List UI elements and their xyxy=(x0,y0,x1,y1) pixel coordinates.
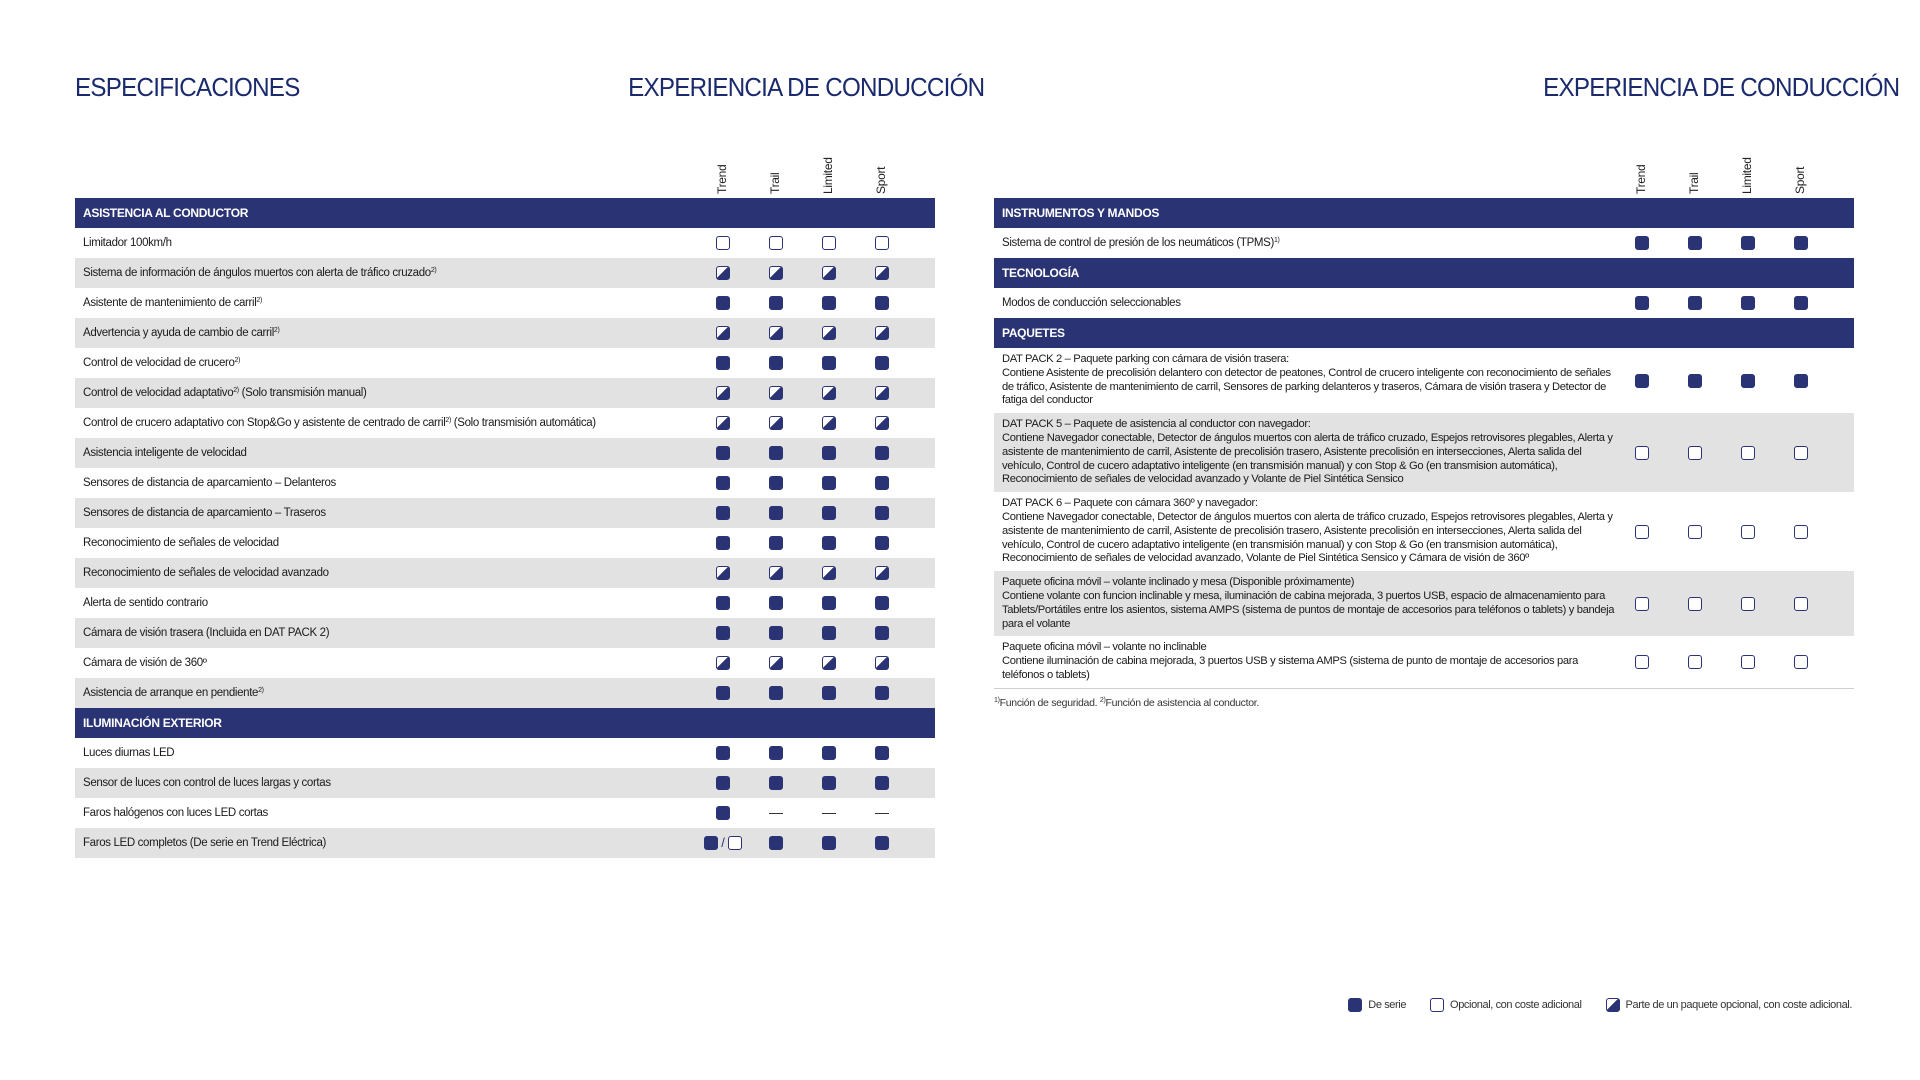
row-label-text: Faros LED completos (De serie en Trend Eléctrica) xyxy=(83,837,326,849)
pack-mark-icon xyxy=(769,656,783,670)
table-row xyxy=(994,492,1854,571)
standard-mark-icon xyxy=(769,746,783,760)
standard-mark-icon xyxy=(769,536,783,550)
legend-pack xyxy=(1606,998,1852,1012)
row-label xyxy=(75,626,705,640)
standard-mark-icon xyxy=(716,776,730,790)
row-label-text: Asistencia inteligente de velocidad xyxy=(83,447,247,459)
pack-mark-icon xyxy=(822,386,836,400)
column-header-sport xyxy=(1781,136,1821,194)
standard-mark-icon xyxy=(822,356,836,370)
standard-mark-icon xyxy=(769,836,783,850)
table-row xyxy=(75,648,935,678)
table-row xyxy=(75,738,935,768)
row-label xyxy=(75,326,705,340)
row-label-text: Sensores de distancia de aparcamiento – Delanteros xyxy=(83,477,336,489)
row-label-text: Reconocimiento de señales de velocidad xyxy=(83,537,279,549)
column-header-label: Sport xyxy=(1793,166,1807,194)
row-marks xyxy=(705,678,935,708)
row-marks xyxy=(1624,228,1854,258)
footnote-text-2: Función de asistencia al conductor. xyxy=(1105,696,1260,709)
standard-mark-icon xyxy=(769,296,783,310)
row-label-text: Cámara de visión trasera (Incluida en DAT PACK 2) xyxy=(83,627,330,639)
row-label xyxy=(75,656,705,670)
standard-mark-icon xyxy=(822,626,836,640)
column-headers xyxy=(75,140,935,198)
row-marks xyxy=(705,438,935,468)
standard-mark-icon xyxy=(769,626,783,640)
standard-mark-icon xyxy=(704,836,718,850)
package-detail: Contiene volante con funcion inclinable y mesa, iluminación de cabina mejorada, 3 puertos USB, espacio de almacenamiento para Tablets/Portátiles entre los asientos, sistema AMPS (sistema de puntos de montaje de accesorios para teléfonos o tablets) y bandeja para el volante xyxy=(1002,589,1615,630)
row-label-text: Advertencia y ayuda de cambio de carril xyxy=(83,327,274,339)
row-label xyxy=(994,236,1624,250)
row-marks xyxy=(705,468,935,498)
table-row xyxy=(994,348,1854,413)
standard-mark-icon xyxy=(716,626,730,640)
standard-mark-icon xyxy=(875,476,889,490)
not-available-dash-icon xyxy=(822,813,836,814)
column-headers xyxy=(994,140,1854,198)
optional-mark-icon xyxy=(1688,525,1702,539)
row-label-text: Sensores de distancia de aparcamiento – Traseros xyxy=(83,507,326,519)
standard-mark-icon xyxy=(1635,236,1649,250)
package-title: DAT PACK 5 – Paquete de asistencia al conductor con navegador: xyxy=(1002,418,1311,431)
row-label xyxy=(75,296,705,310)
slash-separator: / xyxy=(721,835,725,850)
row-marks xyxy=(705,558,935,588)
optional-mark-icon xyxy=(1635,597,1649,611)
row-label xyxy=(75,686,705,700)
row-marks xyxy=(1624,288,1854,318)
table-bottom-rule xyxy=(994,688,1854,689)
row-marks xyxy=(705,588,935,618)
pack-mark-icon xyxy=(822,416,836,430)
standard-mark-icon xyxy=(875,296,889,310)
package-title: DAT PACK 2 – Paquete parking con cámara de visión trasera: xyxy=(1002,353,1289,365)
page-title-experiencia-right: EXPERIENCIA DE CONDUCCIÓN xyxy=(1543,72,1900,102)
row-label-suffix: (Solo transmisión automática) xyxy=(450,417,596,429)
row-label-text: Sistema de control de presión de los neumáticos (TPMS) xyxy=(1002,237,1274,249)
footnote-sup-1: 1) xyxy=(994,696,1000,704)
row-label xyxy=(75,356,705,370)
row-marks xyxy=(705,828,935,858)
optional-mark-icon xyxy=(1741,597,1755,611)
column-header-label: Sport xyxy=(874,166,888,194)
standard-mark-icon xyxy=(1688,236,1702,250)
row-label-text: Modos de conducción seleccionables xyxy=(1002,297,1181,309)
standard-mark-icon xyxy=(1635,296,1649,310)
standard-mark-icon xyxy=(1348,998,1362,1012)
package-detail: Contiene Navegador conectable, Detector de ángulos muertos con alerta de tráfico cruzado, Espejos retrovisores plegables, Alerta y asistente de mantenimiento de carril, Asistente de precolisión trasero, Asistente precolisión en intersecciones, Alerta salida del vehículo, Control de cucero adaptativo inteligente (en transmisión manual) y con Stop & Go (en transmision automática), Reconocimiento de señales de velocidad avanzado, Volante de Piel Sintética Sensico y Cámara de visión de 360º xyxy=(1002,510,1613,565)
row-marks xyxy=(705,228,935,258)
column-header-label: Trend xyxy=(715,164,729,194)
standard-mark-icon xyxy=(769,506,783,520)
footnote-ref: 2) xyxy=(256,297,262,304)
table-row xyxy=(75,498,935,528)
standard-mark-icon xyxy=(1794,296,1808,310)
footnote-ref: 2) xyxy=(258,687,264,694)
standard-mark-icon xyxy=(1688,296,1702,310)
row-label-text: Control de velocidad adaptativo xyxy=(83,387,234,399)
table-row xyxy=(994,228,1854,258)
row-label xyxy=(75,596,705,610)
row-marks xyxy=(705,318,935,348)
pack-mark-icon xyxy=(716,416,730,430)
pack-mark-icon xyxy=(769,326,783,340)
standard-mark-icon xyxy=(1741,296,1755,310)
section-header: INSTRUMENTOS Y MANDOS xyxy=(994,198,1854,228)
legend-standard xyxy=(1348,998,1406,1012)
standard-mark-icon xyxy=(875,836,889,850)
pack-mark-icon xyxy=(822,326,836,340)
page-title-experiencia-left: EXPERIENCIA DE CONDUCCIÓN xyxy=(628,72,985,102)
row-label xyxy=(75,416,705,430)
standard-mark-icon xyxy=(716,596,730,610)
optional-mark-icon xyxy=(1794,597,1808,611)
standard-mark-icon xyxy=(875,536,889,550)
section-header: PAQUETES xyxy=(994,318,1854,348)
row-label-text: Limitador 100km/h xyxy=(83,237,172,249)
column-header-label: Limited xyxy=(821,157,835,194)
package-detail: Contiene Asistente de precolisión delantero con detector de peatones, Control de crucero inteligente con reconocimiento de señales de tráfico, Asistente de mantenimiento de carril, Sensores de parking delanteros y traseros, Cámara de visión trasera y Detector de fatiga del conductor xyxy=(1002,366,1611,407)
row-label xyxy=(75,266,705,280)
package-detail: Contiene Navegador conectable, Detector de ángulos muertos con alerta de tráfico cruzado, Espejos retrovisores plegables, Alerta y asistente de mantenimiento de carril, Asistente de precolisión trasero, Asistente precolisión en intersecciones, Alerta salida del vehículo, Control de cucero adaptativo inteligente (en transmisión manual) y con Stop & Go (en transmision automática), Reconocimiento de señales de velocidad avanzado y Volante de Piel Sintética Sensico xyxy=(1002,431,1613,486)
pack-mark-icon xyxy=(1606,998,1620,1012)
standard-mark-icon xyxy=(716,446,730,460)
row-label xyxy=(75,806,705,820)
pack-mark-icon xyxy=(716,566,730,580)
row-marks xyxy=(705,288,935,318)
standard-mark-icon xyxy=(875,446,889,460)
footnote-sup-2: 2) xyxy=(1099,696,1106,704)
pack-mark-icon xyxy=(769,266,783,280)
row-label-text: Luces diurnas LED xyxy=(83,747,175,759)
row-marks xyxy=(705,798,935,828)
optional-mark-icon xyxy=(1688,446,1702,460)
optional-mark-icon xyxy=(716,236,730,250)
row-label xyxy=(75,386,705,400)
table-row xyxy=(994,413,1854,492)
column-header-trend xyxy=(703,136,743,194)
row-label-text: Sensor de luces con control de luces largas y cortas xyxy=(83,777,331,789)
optional-mark-icon xyxy=(1635,525,1649,539)
footnote-ref: 2) xyxy=(445,417,451,424)
pack-mark-icon xyxy=(716,266,730,280)
table-row xyxy=(75,798,935,828)
table-row xyxy=(75,768,935,798)
row-label xyxy=(994,353,1624,408)
optional-mark-icon xyxy=(822,236,836,250)
row-marks xyxy=(705,498,935,528)
table-row xyxy=(75,288,935,318)
table-row xyxy=(75,558,935,588)
standard-mark-icon xyxy=(822,296,836,310)
column-header-limited xyxy=(1728,136,1768,194)
pack-mark-icon xyxy=(822,656,836,670)
optional-mark-icon xyxy=(1635,446,1649,460)
row-label xyxy=(75,566,705,580)
optional-mark-icon xyxy=(1794,525,1808,539)
standard-mark-icon xyxy=(822,506,836,520)
row-label xyxy=(75,476,705,490)
not-available-dash-icon xyxy=(769,813,783,814)
standard-mark-icon xyxy=(769,776,783,790)
standard-mark-icon xyxy=(716,536,730,550)
row-label-text: Cámara de visión de 360º xyxy=(83,657,207,669)
standard-mark-icon xyxy=(769,596,783,610)
column-header-trail xyxy=(756,136,796,194)
standard-mark-icon xyxy=(1794,374,1808,388)
row-label xyxy=(75,746,705,760)
row-label xyxy=(75,776,705,790)
row-marks xyxy=(705,378,935,408)
standard-mark-icon xyxy=(716,686,730,700)
pack-mark-icon xyxy=(769,566,783,580)
standard-mark-icon xyxy=(875,626,889,640)
optional-mark-icon xyxy=(1688,655,1702,669)
table-row xyxy=(75,258,935,288)
optional-mark-icon xyxy=(1688,597,1702,611)
row-label xyxy=(75,446,705,460)
standard-mark-icon xyxy=(875,356,889,370)
optional-mark-icon xyxy=(1741,655,1755,669)
row-label xyxy=(75,506,705,520)
standard-mark-icon xyxy=(716,476,730,490)
section-header: TECNOLOGÍA xyxy=(994,258,1854,288)
row-label-text: Faros halógenos con luces LED cortas xyxy=(83,807,268,819)
standard-mark-icon xyxy=(1741,236,1755,250)
column-header-label: Trail xyxy=(1687,172,1701,194)
table-row xyxy=(75,378,935,408)
footnote-text-1: Función de seguridad. xyxy=(999,696,1100,709)
package-title: Paquete oficina móvil – volante no inclinable xyxy=(1002,641,1207,654)
standard-mark-icon xyxy=(769,356,783,370)
standard-or-optional-icon xyxy=(704,836,742,850)
optional-mark-icon xyxy=(1741,446,1755,460)
standard-mark-icon xyxy=(716,806,730,820)
standard-mark-icon xyxy=(716,506,730,520)
standard-mark-icon xyxy=(822,446,836,460)
row-label-text: Asistencia de arranque en pendiente xyxy=(83,687,259,699)
standard-mark-icon xyxy=(822,836,836,850)
standard-mark-icon xyxy=(716,356,730,370)
row-marks xyxy=(705,408,935,438)
pack-mark-icon xyxy=(875,266,889,280)
pack-mark-icon xyxy=(822,266,836,280)
row-marks xyxy=(1624,589,1854,619)
standard-mark-icon xyxy=(769,476,783,490)
standard-mark-icon xyxy=(1635,374,1649,388)
pack-mark-icon xyxy=(769,386,783,400)
footnote-ref: 1) xyxy=(1273,237,1280,244)
row-label xyxy=(75,836,705,850)
column-header-trend xyxy=(1622,136,1662,194)
pack-mark-icon xyxy=(716,656,730,670)
standard-mark-icon xyxy=(1688,374,1702,388)
table-row xyxy=(994,571,1854,636)
standard-mark-icon xyxy=(875,596,889,610)
table-row xyxy=(75,438,935,468)
optional-mark-icon xyxy=(1430,998,1444,1012)
table-row xyxy=(75,528,935,558)
optional-mark-icon xyxy=(1635,655,1649,669)
standard-mark-icon xyxy=(822,596,836,610)
column-header-limited xyxy=(809,136,849,194)
row-label xyxy=(994,418,1624,487)
package-title: DAT PACK 6 – Paquete con cámara 360º y navegador: xyxy=(1002,497,1258,510)
row-label-text: Alerta de sentido contrario xyxy=(83,597,208,609)
pack-mark-icon xyxy=(716,326,730,340)
standard-mark-icon xyxy=(769,686,783,700)
row-marks xyxy=(705,738,935,768)
row-label-text: Sistema de información de ángulos muertos con alerta de tráfico cruzado xyxy=(83,267,431,279)
standard-mark-icon xyxy=(769,446,783,460)
column-header-label: Trend xyxy=(1634,164,1648,194)
footnote-ref: 2) xyxy=(273,327,280,334)
package-title: Paquete oficina móvil – volante inclinado y mesa (Disponible próximamente) xyxy=(1002,576,1355,589)
table-row xyxy=(994,636,1854,687)
legend-standard-label: De serie xyxy=(1368,999,1407,1011)
table-row xyxy=(75,408,935,438)
footnote-ref: 2) xyxy=(233,387,239,394)
row-label-text: Reconocimiento de señales de velocidad avanzado xyxy=(83,567,329,579)
standard-mark-icon xyxy=(1741,374,1755,388)
pack-mark-icon xyxy=(875,386,889,400)
optional-mark-icon xyxy=(1794,446,1808,460)
row-marks xyxy=(1624,438,1854,468)
row-label xyxy=(994,497,1624,566)
standard-mark-icon xyxy=(1794,236,1808,250)
optional-mark-icon xyxy=(1794,655,1808,669)
standard-mark-icon xyxy=(822,476,836,490)
row-label-suffix: (Solo transmisión manual) xyxy=(238,387,367,399)
row-label xyxy=(994,576,1624,631)
column-header-label: Trail xyxy=(768,172,782,194)
standard-mark-icon xyxy=(716,746,730,760)
row-marks xyxy=(705,768,935,798)
row-marks xyxy=(705,258,935,288)
not-available-dash-icon xyxy=(875,813,889,814)
row-marks xyxy=(705,528,935,558)
standard-mark-icon xyxy=(875,746,889,760)
row-marks xyxy=(705,348,935,378)
standard-mark-icon xyxy=(875,776,889,790)
table-row xyxy=(75,828,935,858)
pack-mark-icon xyxy=(822,566,836,580)
row-marks xyxy=(705,648,935,678)
row-label-text: Control de crucero adaptativo con Stop&Go y asistente de centrado de carril xyxy=(83,417,446,429)
row-label xyxy=(994,296,1624,310)
row-marks xyxy=(1624,647,1854,677)
optional-mark-icon xyxy=(769,236,783,250)
footnote xyxy=(994,697,1854,709)
row-label xyxy=(75,236,705,250)
footnote-ref: 2) xyxy=(234,357,241,364)
column-header-trail xyxy=(1675,136,1715,194)
footnote-ref: 2) xyxy=(430,267,437,274)
standard-mark-icon xyxy=(822,686,836,700)
row-label xyxy=(75,536,705,550)
standard-mark-icon xyxy=(716,296,730,310)
table-row xyxy=(75,618,935,648)
row-label-text: Asistente de mantenimiento de carril xyxy=(83,297,257,309)
legend-pack-label: Parte de un paquete opcional, con coste adicional. xyxy=(1625,999,1852,1011)
right-spec-table xyxy=(994,140,1854,709)
left-spec-table xyxy=(75,140,935,858)
legend-optional-label: Opcional, con coste adicional xyxy=(1450,999,1582,1011)
standard-mark-icon xyxy=(875,506,889,520)
page-title-especificaciones: ESPECIFICACIONES xyxy=(75,72,300,102)
table-row xyxy=(75,588,935,618)
pack-mark-icon xyxy=(716,386,730,400)
pack-mark-icon xyxy=(875,416,889,430)
pack-mark-icon xyxy=(769,416,783,430)
table-row xyxy=(994,288,1854,318)
row-label-text: Control de velocidad de crucero xyxy=(83,357,235,369)
row-marks xyxy=(1624,517,1854,547)
section-header: ASISTENCIA AL CONDUCTOR xyxy=(75,198,935,228)
row-marks xyxy=(705,618,935,648)
optional-mark-icon xyxy=(1741,525,1755,539)
column-header-sport xyxy=(862,136,902,194)
package-detail: Contiene iluminación de cabina mejorada, 3 puertos USB y sistema AMPS (sistema de punto de montaje de accesorios para teléfonos o tablets) xyxy=(1002,655,1578,681)
table-row xyxy=(75,468,935,498)
standard-mark-icon xyxy=(875,686,889,700)
standard-mark-icon xyxy=(822,536,836,550)
row-label xyxy=(994,641,1624,682)
pack-mark-icon xyxy=(875,656,889,670)
pack-mark-icon xyxy=(875,566,889,580)
optional-mark-icon xyxy=(728,836,742,850)
row-marks xyxy=(1624,366,1854,396)
legend-optional xyxy=(1430,998,1582,1012)
legend xyxy=(1348,998,1852,1012)
pack-mark-icon xyxy=(875,326,889,340)
table-row xyxy=(75,348,935,378)
standard-mark-icon xyxy=(822,746,836,760)
section-header: ILUMINACIÓN EXTERIOR xyxy=(75,708,935,738)
table-row xyxy=(75,678,935,708)
standard-mark-icon xyxy=(822,776,836,790)
table-row xyxy=(75,318,935,348)
optional-mark-icon xyxy=(875,236,889,250)
column-header-label: Limited xyxy=(1740,157,1754,194)
table-row xyxy=(75,228,935,258)
